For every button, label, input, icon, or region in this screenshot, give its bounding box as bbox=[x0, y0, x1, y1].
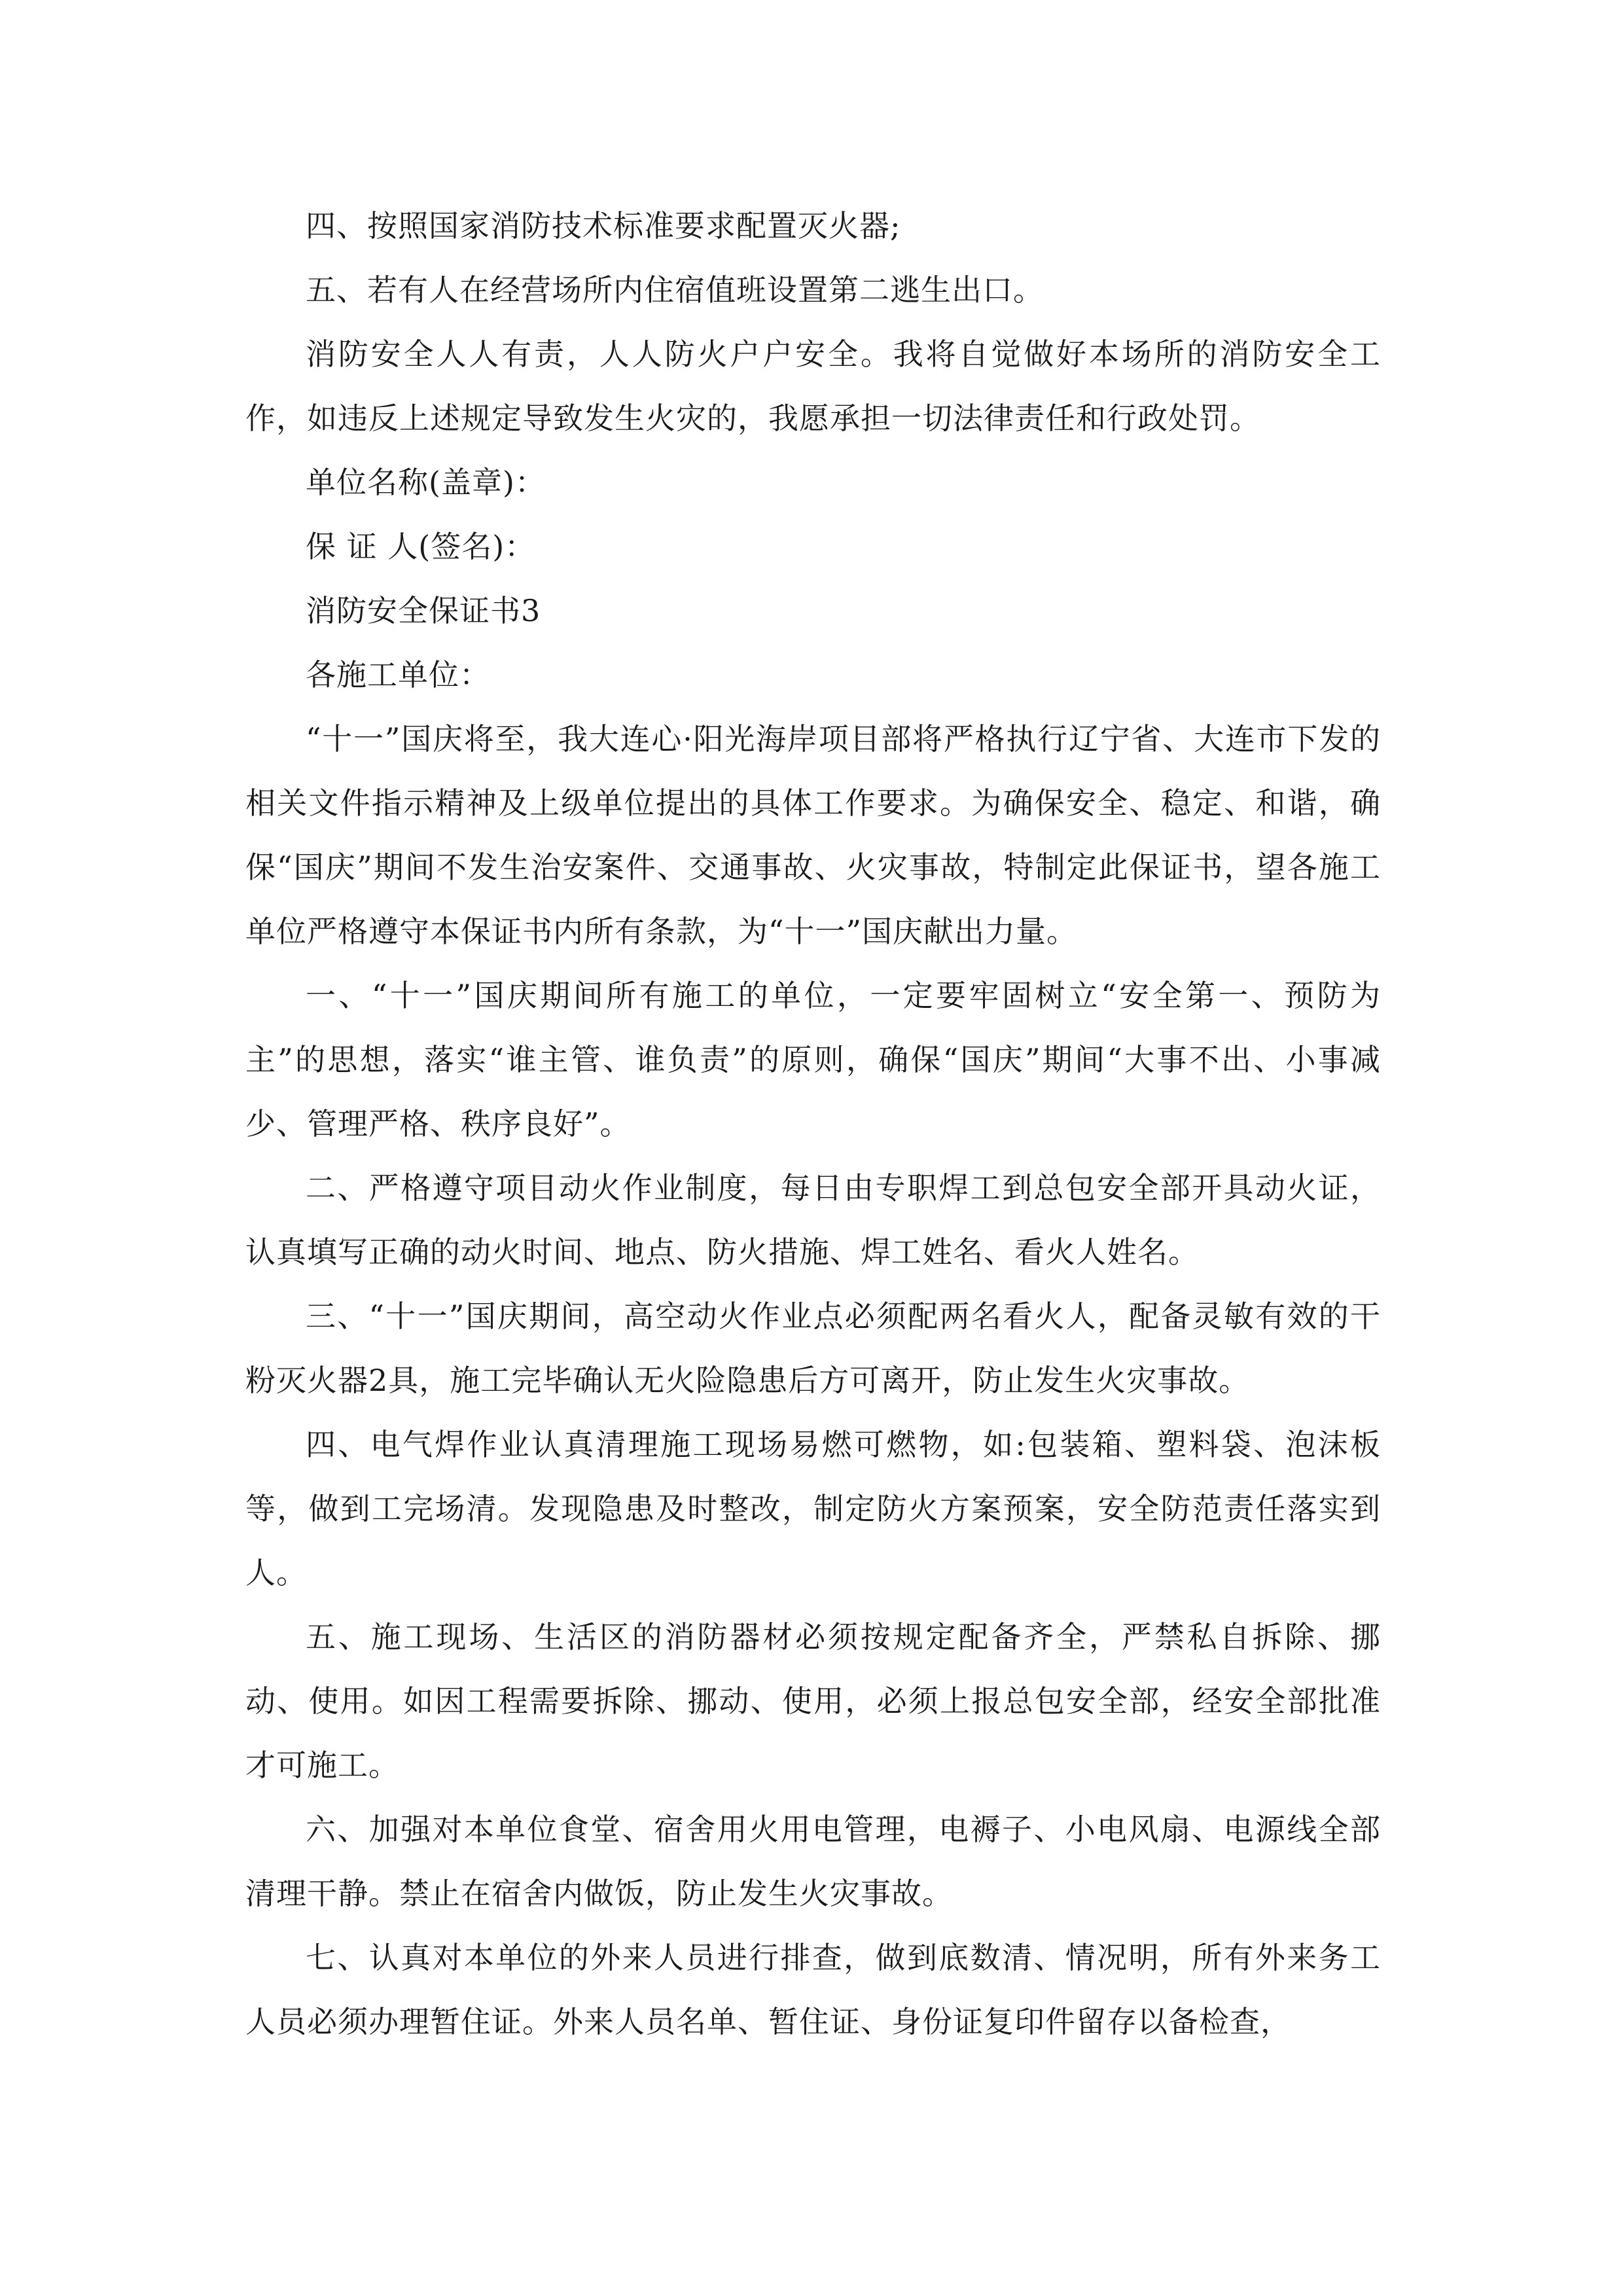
paragraph-clause-3: 三、“十一”国庆期间，高空动火作业点必须配两名看火人，配备灵敏有效的干粉灭火器2具，施工完毕确认无火险隐患后方可离开，防止发生火灾事故。 bbox=[245, 1299, 1381, 1398]
unit-name-seal-line: 单位名称(盖章)： bbox=[306, 465, 546, 500]
guarantor-signature-line: 保 证 人(签名)： bbox=[306, 529, 536, 564]
paragraph-clause-2: 二、严格遵守项目动火作业制度，每日由专职焊工到总包安全部开具动火证，认真填写正确的动火时间、地点、防火措施、焊工姓名、看火人姓名。 bbox=[245, 1170, 1381, 1270]
paragraph-item-4-extinguisher: 四、按照国家消防技术标准要求配置灭火器; bbox=[306, 208, 901, 243]
paragraph-item-5-exit: 五、若有人在经营场所内住宿值班设置第二逃生出口。 bbox=[306, 272, 1044, 308]
salutation: 各施工单位： bbox=[306, 657, 490, 692]
section-title: 消防安全保证书3 bbox=[306, 593, 541, 628]
document-body bbox=[245, 194, 1381, 2054]
paragraph-clause-5: 五、施工现场、生活区的消防器材必须按规定配备齐全，严禁私自拆除、挪动、使用。如因工程需要拆除、挪动、使用，必须上报总包安全部，经安全部批准才可施工。 bbox=[245, 1619, 1381, 1783]
paragraph-intro: “十一”国庆将至，我大连心·阳光海岸项目部将严格执行辽宁省、大连市下发的相关文件指示精神及上级单位提出的具体工作要求。为确保安全、稳定、和谐，确保“国庆”期间不发生治安案件、交通事故、火灾事故，特制定此保证书，望各施工单位严格遵守本保证书内所有条款，为“十一”国庆献出力量。 bbox=[245, 721, 1381, 949]
paragraph-clause-4: 四、电气焊作业认真清理施工现场易燃可燃物，如:包装箱、塑料袋、泡沫板等，做到工完场清。发现隐患及时整改，制定防火方案预案，安全防范责任落实到人。 bbox=[245, 1427, 1381, 1590]
paragraph-clause-6: 六、加强对本单位食堂、宿舍用火用电管理，电褥子、小电风扇、电源线全部清理干静。禁止在宿舍内做饭，防止发生火灾事故。 bbox=[245, 1812, 1381, 1911]
paragraph-clause-1: 一、“十一”国庆期间所有施工的单位，一定要牢固树立“安全第一、预防为主”的思想，落实“谁主管、谁负责”的原则，确保“国庆”期间“大事不出、小事减少、管理严格、秩序良好”。 bbox=[245, 978, 1381, 1141]
paragraph-responsibility: 消防安全人人有责，人人防火户户安全。我将自觉做好本场所的消防安全工作，如违反上述规定导致发生火灾的，我愿承担一切法律责任和行政处罚。 bbox=[245, 336, 1381, 436]
paragraph-clause-7: 七、认真对本单位的外来人员进行排查，做到底数清、情况明，所有外来务工人员必须办理暂住证。外来人员名单、暂住证、身份证复印件留存以备检查， bbox=[245, 1940, 1381, 2039]
